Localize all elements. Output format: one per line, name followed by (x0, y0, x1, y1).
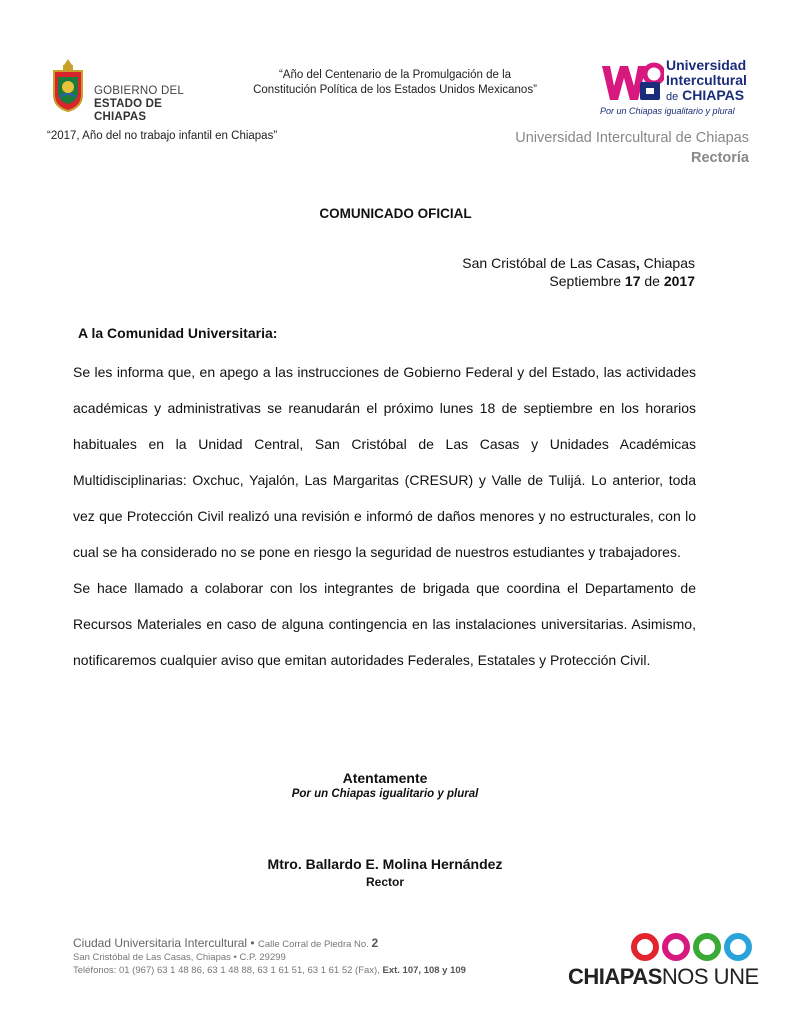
centenary-motto (225, 68, 565, 98)
document-title: COMUNICADO OFICIAL (319, 206, 472, 221)
institution-name: Universidad Intercultural de Chiapas (515, 130, 749, 146)
institution-header (515, 128, 749, 168)
wordmark-chiapas: CHIAPAS (568, 964, 662, 989)
colored-rings-icon (630, 932, 754, 962)
centenary-motto-line2: Constitución Política de los Estados Unidos Mexicanos” (253, 84, 537, 96)
government-logo (50, 57, 190, 123)
government-name-line1: GOBIERNO DEL (94, 85, 184, 97)
footer-city: San Cristóbal de Las Casas, Chiapas • C.P. 29299 (73, 952, 286, 963)
place-and-date (462, 254, 695, 290)
wordmark-nos-une: NOS UNE (661, 964, 759, 989)
footer-extensions: Ext. 107, 108 y 109 (382, 965, 466, 976)
university-logo-line2: Intercultural (666, 72, 747, 88)
footer-separator: • (247, 936, 258, 950)
body-text (73, 354, 696, 678)
date-month: Septiembre (549, 273, 625, 289)
university-logo-line3: CHIAPAS (682, 87, 745, 103)
paragraph-2: Se hace llamado a colaborar con los integrantes de brigada que coordina el Departamento de Recursos Materiales en caso de alguna contingencia en las instalaciones universitarias. Asimismo, notificaremos cualquier aviso que emitan autoridades Federales, Estatales y Protección Civil. (73, 580, 696, 668)
government-name (94, 85, 190, 124)
place-state: Chiapas (639, 255, 695, 271)
date-day: 17 (624, 273, 641, 289)
university-logo-line1: Universidad (666, 57, 747, 73)
chiapas-nos-une-logo (568, 932, 758, 994)
date-year: 2017 (663, 273, 695, 289)
signer-role: Rector (365, 875, 404, 889)
footer-phones: Teléfonos: 01 (967) 63 1 48 86, 63 1 48 88, 63 1 61 51, 63 1 61 52 (Fax), (73, 965, 383, 976)
state-coat-of-arms-icon (50, 57, 86, 113)
footer-address (73, 937, 466, 977)
date-de: de (640, 273, 664, 289)
footer-street-number: 2 (371, 936, 379, 950)
university-logo-de: de (666, 91, 679, 103)
date-line (462, 272, 695, 290)
footer-street: Calle Corral de Piedra No. (257, 939, 372, 950)
university-logo-tagline: Por un Chiapas igualitario y plural (600, 106, 735, 116)
closing-word: Atentamente (342, 770, 428, 786)
place-city: San Cristóbal de Las Casas (462, 255, 636, 271)
place-comma: , (635, 255, 640, 271)
centenary-motto-line1: “Año del Centenario de la Promulgación de la (278, 69, 512, 81)
government-name-line2: ESTADO DE CHIAPAS (94, 98, 163, 123)
place-line (462, 254, 695, 272)
closing-motto: Por un Chiapas igualitario y plural (291, 788, 479, 800)
chiapas-nos-une-wordmark (568, 964, 759, 990)
department-name: Rectoría (690, 150, 749, 166)
signature-block (0, 856, 770, 889)
university-emblem-icon (600, 60, 664, 106)
footer-campus: Ciudad Universitaria Intercultural (73, 936, 248, 950)
salutation: A la Comunidad Universitaria: (78, 325, 278, 341)
year-motto: “2017, Año del no trabajo infantil en Chiapas” (47, 130, 278, 142)
university-logo (600, 58, 760, 120)
university-logo-text (666, 58, 747, 105)
paragraph-1: Se les informa que, en apego a las instrucciones de Gobierno Federal y del Estado, las actividades académicas y administrativas se reanudarán el próximo lunes 18 de septiembre en los horarios habituales en la Unidad Central, San Cristóbal de Las Casas y Unidades Académicas Multidisciplinarias: Oxchuc, Yajalón, Las Margaritas (CRESUR) y Valle de Tulijá. Lo anterior, toda vez que Protección Civil realizó una revisión e informó de daños menores y no estructurales, con lo cual se ha considerado no se pone en riesgo la seguridad de nuestros estudiantes y trabajadores. (73, 364, 696, 560)
signer-name: Mtro. Ballardo E. Molina Hernández (267, 856, 503, 872)
closing (0, 770, 770, 800)
